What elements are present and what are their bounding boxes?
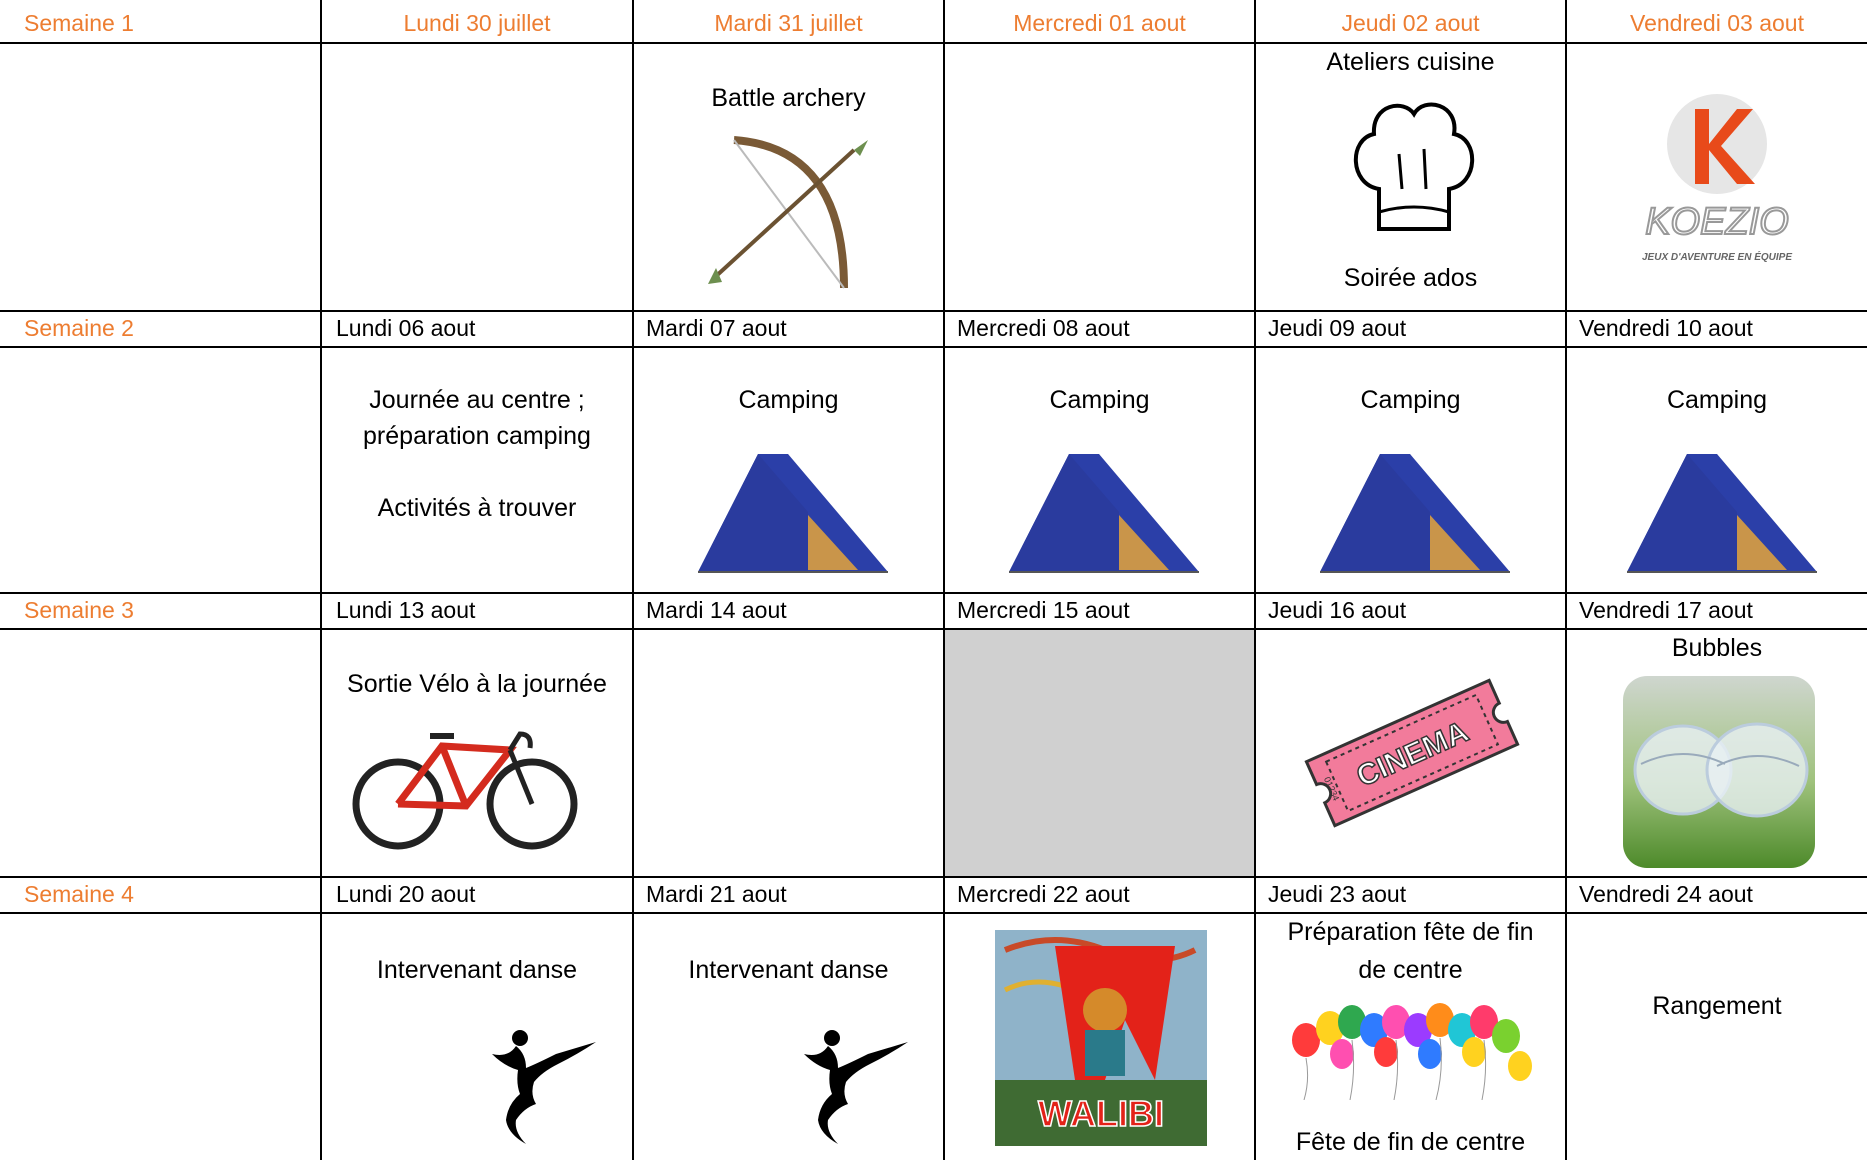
activity-cell	[1256, 630, 1565, 876]
day-header: Lundi 30 juillet	[403, 10, 551, 36]
grid-line	[0, 876, 1867, 878]
activity-label: Rangement	[1652, 992, 1782, 1020]
activity-label: Battle archery	[711, 84, 866, 112]
activity-cell	[1567, 630, 1867, 876]
tent-icon	[1607, 442, 1827, 582]
cinema-ticket-icon	[1302, 668, 1522, 838]
activity-cell	[1256, 914, 1565, 1160]
activity-cell	[1567, 348, 1867, 592]
grid-line	[0, 592, 1867, 594]
tent-icon	[1300, 442, 1520, 582]
tent-icon	[678, 442, 898, 582]
day-header: Mercredi 15 aout	[957, 597, 1130, 623]
activity-label: Activités à trouver	[377, 494, 577, 522]
day-header: Mardi 21 aout	[646, 881, 787, 907]
day-header: Lundi 06 aout	[336, 315, 476, 341]
activity-cell	[322, 914, 632, 1160]
week-label: Semaine 4	[24, 881, 134, 907]
day-header: Vendredi 10 aout	[1579, 315, 1753, 341]
day-header: Mardi 31 juillet	[714, 10, 863, 36]
day-header: Mercredi 08 aout	[957, 315, 1130, 341]
day-header: Jeudi 02 aout	[1341, 10, 1480, 36]
dancer-silhouette-icon	[798, 1024, 928, 1144]
day-header: Vendredi 24 aout	[1579, 881, 1753, 907]
week-label: Semaine 2	[24, 315, 134, 341]
activity-label: Camping	[1666, 386, 1768, 414]
day-header: Lundi 20 aout	[336, 881, 476, 907]
activity-label: préparation camping	[363, 422, 591, 450]
activity-cell	[945, 914, 1254, 1160]
activity-label: Camping	[1360, 386, 1461, 414]
activity-cell	[945, 348, 1254, 592]
activity-cell	[322, 348, 632, 592]
activity-cell	[634, 914, 943, 1160]
koezio-logo-subtext: JEUX D'AVENTURE EN ÉQUIPE	[1642, 252, 1792, 263]
grid-line	[0, 310, 1867, 312]
week-label: Semaine 3	[24, 597, 134, 623]
activity-label: Fête de fin de centre	[1295, 1128, 1526, 1156]
cinema-ticket-text: CINEMA	[1351, 715, 1474, 794]
activity-label: Préparation fête de fin	[1287, 918, 1534, 946]
activity-label: Intervenant danse	[688, 956, 889, 984]
koezio-logo-text: KOEZIO	[1645, 201, 1789, 243]
activity-cell	[1256, 44, 1565, 310]
activity-label: Soirée ados	[1343, 264, 1478, 292]
day-header: Jeudi 09 aout	[1268, 315, 1407, 341]
activity-cell	[634, 348, 943, 592]
day-header: Vendredi 03 aout	[1630, 10, 1804, 36]
activity-label: Sortie Vélo à la journée	[347, 670, 607, 698]
day-header: Mardi 07 aout	[646, 315, 787, 341]
activity-cell	[634, 44, 943, 310]
activity-cell	[1256, 348, 1565, 592]
activity-label: Camping	[738, 386, 839, 414]
walibi-logo-text: WALIBI	[1038, 1093, 1164, 1134]
bow-arrow-icon	[694, 128, 894, 298]
koezio-logo-icon	[1617, 84, 1817, 274]
cinema-ticket-number: 01234	[1321, 775, 1342, 803]
day-header: Mercredi 01 aout	[1013, 10, 1186, 36]
day-header: Mardi 14 aout	[646, 597, 787, 623]
activity-label: Intervenant danse	[376, 956, 578, 984]
activity-cell	[1567, 914, 1867, 1160]
bubble-football-icon	[1621, 674, 1817, 870]
activity-label: Journée au centre ;	[369, 386, 585, 414]
activity-label: Camping	[1049, 386, 1150, 414]
chef-hat-icon	[1344, 94, 1484, 244]
activity-cell	[322, 630, 632, 876]
day-header: Lundi 13 aout	[336, 597, 476, 623]
bicycle-icon	[350, 724, 580, 854]
balloons-icon	[1286, 1000, 1536, 1100]
week-label: Semaine 1	[24, 10, 134, 36]
walibi-logo-icon	[995, 930, 1207, 1146]
activity-label: Bubbles	[1671, 634, 1763, 662]
activity-label: Ateliers cuisine	[1326, 48, 1495, 76]
holiday-cell	[944, 630, 1255, 876]
activity-cell	[1567, 44, 1867, 310]
dancer-silhouette-icon	[486, 1024, 616, 1144]
tent-icon	[989, 442, 1209, 582]
activity-label: de centre	[1358, 956, 1463, 984]
day-header: Jeudi 16 aout	[1268, 597, 1407, 623]
day-header: Mercredi 22 aout	[957, 881, 1130, 907]
day-header: Vendredi 17 aout	[1579, 597, 1753, 623]
day-header: Jeudi 23 aout	[1268, 881, 1407, 907]
